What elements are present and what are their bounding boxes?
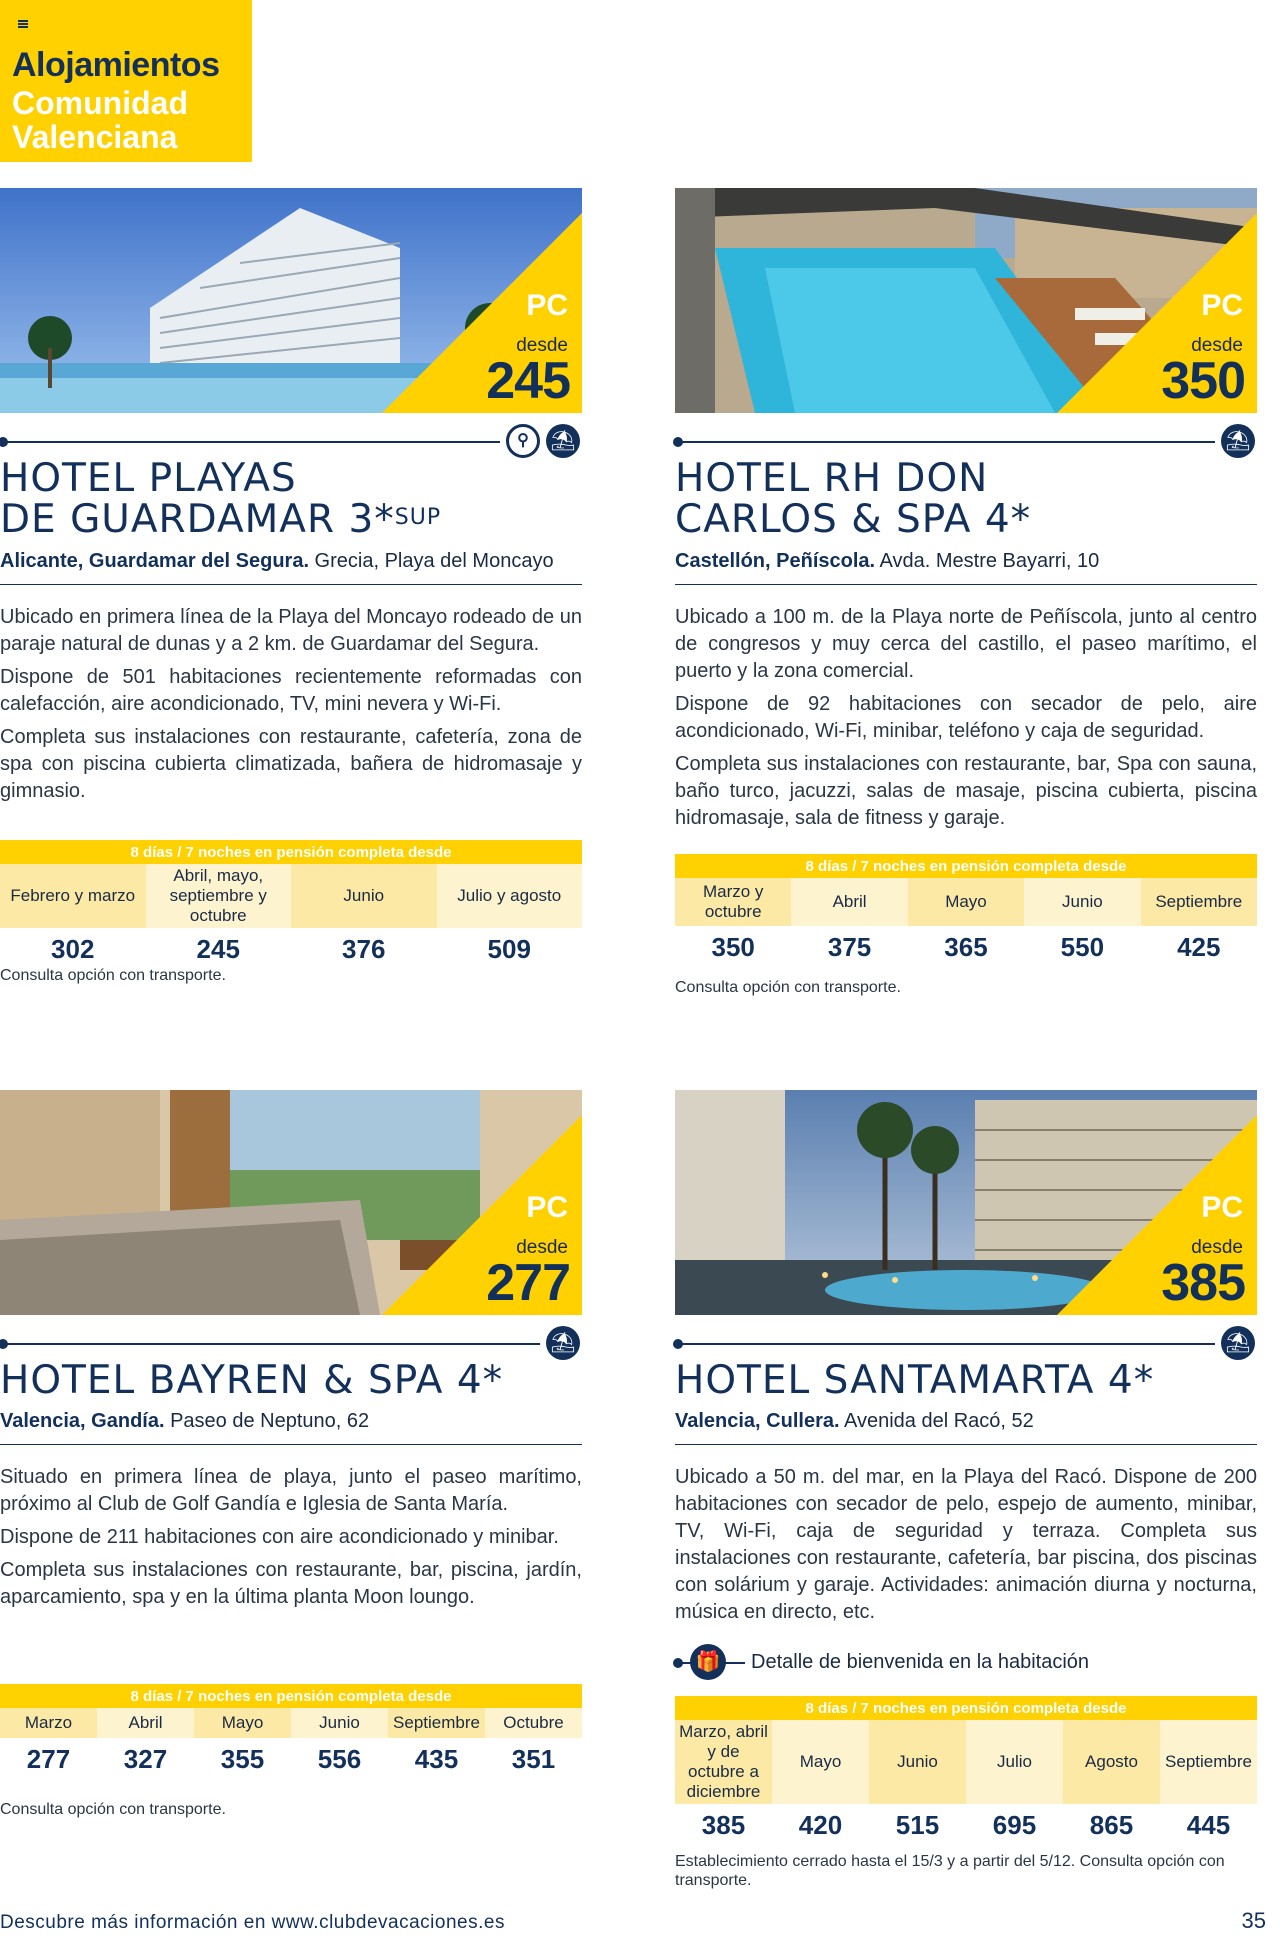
price-cell: 385	[701, 1809, 746, 1840]
transport-note: Consulta opción con transporte.	[0, 1801, 226, 1818]
hotel-card-guardamar	[0, 188, 582, 1008]
month-cell: Agosto	[1063, 1720, 1160, 1804]
month-cell: Febrero y marzo	[0, 864, 146, 928]
price-cell: 355	[220, 1743, 265, 1774]
badge-desde: desde	[516, 335, 568, 356]
description-paragraph: Completa sus instalaciones con restaurante, bar, piscina, jardín, aparcamiento, spa y en la última planta Moon loungo.	[0, 1559, 582, 1608]
badge-desde: desde	[1191, 335, 1243, 356]
description-paragraph: Ubicado a 50 m. del mar, en la Playa del Racó. Dispone de 200 habitaciones con secador de pelo, espejo de aumento, minibar, TV, Wi-Fi, caja de seguridad y terraza. Completa sus instalaciones con restaurante, cafetería, bar piscina, dos piscinas con solárium y garaje. Actividades: animación diurna y nocturna, música en directo, etc.	[675, 1466, 1257, 1623]
magnifier-icon: ⚲	[506, 424, 540, 458]
month-cell: Junio	[291, 864, 437, 928]
month-cell: Marzo	[0, 1708, 97, 1738]
badge-board-type: PC	[526, 289, 568, 322]
month-cell: Julio	[966, 1720, 1063, 1804]
hotel-description	[675, 604, 1257, 838]
month-cell: Mayo	[908, 878, 1024, 926]
description-paragraph: Situado en primera línea de playa, junto el paseo marítimo, próximo al Club de Golf Gandía e Iglesia de Santa María.	[0, 1466, 582, 1515]
price-table-head: 8 días / 7 noches en pensión completa desde	[0, 1684, 582, 1708]
price-cell: 515	[895, 1809, 940, 1840]
hotel-title	[0, 458, 441, 540]
price-cell: 435	[414, 1743, 459, 1774]
divider	[0, 584, 582, 585]
location-city: Valencia, Gandía.	[0, 1410, 165, 1432]
hotel-title: HOTEL BAYREN & SPA 4*	[0, 1358, 504, 1403]
section-subtitle: Comunidad Valenciana	[12, 85, 188, 155]
description-paragraph: Completa sus instalaciones con restaurante, cafetería, zona de spa con piscina cubierta climatizada, bañera de hidromasaje y gimnasio.	[0, 726, 582, 802]
title-rule	[675, 441, 1215, 443]
location-city: Alicante, Guardamar del Segura.	[0, 550, 309, 572]
month-cell: Septiembre	[1160, 1720, 1257, 1804]
price-table	[0, 1684, 582, 1780]
month-cell: Mayo	[194, 1708, 291, 1738]
price-table	[675, 854, 1257, 968]
price-cell: 351	[511, 1743, 556, 1774]
price-cell: 556	[317, 1743, 362, 1774]
hotel-photo	[675, 188, 1257, 413]
badge-price: 277	[486, 1254, 570, 1312]
gift-icon: 🎁	[690, 1644, 726, 1680]
price-cell: 245	[196, 933, 240, 964]
price-cell: 350	[711, 931, 755, 962]
divider	[0, 1444, 582, 1445]
badge-desde: desde	[516, 1237, 568, 1258]
hotel-photo	[0, 188, 582, 413]
beach-umbrella-icon: ⛱	[546, 1326, 580, 1360]
price-cell: 509	[487, 933, 531, 964]
hotel-description	[675, 1464, 1257, 1632]
beach-umbrella-icon: ⛱	[546, 424, 580, 458]
section-title: Alojamientos	[12, 46, 220, 84]
hotel-card-don-carlos	[675, 188, 1257, 1008]
hotel-title-line1: HOTEL RH DON	[675, 456, 989, 501]
divider	[675, 584, 1257, 585]
hotel-title	[675, 458, 1031, 540]
month-cell: Mayo	[772, 1720, 869, 1804]
month-cell: Abril	[97, 1708, 194, 1738]
month-cell: Marzo, abril y de octubre a diciembre	[675, 1720, 772, 1804]
hotel-title-line2: CARLOS & SPA 4*	[675, 497, 1032, 542]
price-cell: 376	[342, 933, 386, 964]
month-cell: Marzo y octubre	[675, 878, 791, 926]
location-address: Avda. Mestre Bayarri, 10	[875, 550, 1100, 572]
hotel-card-santamarta	[675, 1090, 1257, 1890]
price-cell: 865	[1089, 1809, 1134, 1840]
location-city: Castellón, Peñíscola.	[675, 550, 876, 572]
price-cell: 425	[1177, 931, 1221, 962]
month-cell: Junio	[291, 1708, 388, 1738]
transport-note: Consulta opción con transporte.	[675, 979, 901, 996]
title-rule	[0, 1343, 540, 1345]
month-cell: Septiembre	[388, 1708, 485, 1738]
month-cell: Abril	[791, 878, 907, 926]
badge-price: 385	[1161, 1254, 1245, 1312]
transport-note: Consulta opción con transporte.	[0, 967, 226, 984]
month-cell: Octubre	[485, 1708, 582, 1738]
price-cell: 420	[798, 1809, 843, 1840]
divider	[675, 1444, 1257, 1445]
location-city: Valencia, Cullera.	[675, 1410, 840, 1432]
price-cell: 695	[992, 1809, 1037, 1840]
description-paragraph: Ubicado a 100 m. de la Playa norte de Peñíscola, junto al centro de congresos y muy cerca del castillo, el paseo marítimo, el puerto y la zona comercial.	[675, 606, 1257, 682]
location-address: Avenida del Racó, 52	[839, 1410, 1034, 1432]
month-cell: Julio y agosto	[437, 864, 583, 928]
price-cell: 365	[944, 931, 988, 962]
location-address: Paseo de Neptuno, 62	[164, 1410, 370, 1432]
badge-desde: desde	[1191, 1237, 1243, 1258]
price-table-head: 8 días / 7 noches en pensión completa desde	[675, 1696, 1257, 1720]
footer-link[interactable]: Descubre más información en www.clubdevacaciones.es	[0, 1912, 505, 1933]
hotel-location	[0, 1410, 369, 1433]
price-table	[675, 1696, 1257, 1846]
beach-umbrella-icon: ⛱	[1221, 1326, 1255, 1360]
hotel-title: HOTEL SANTAMARTA 4*	[675, 1358, 1155, 1403]
hotel-photo	[0, 1090, 582, 1315]
price-cell: 277	[26, 1743, 71, 1774]
beach-umbrella-icon: ⛱	[1221, 424, 1255, 458]
price-table-head: 8 días / 7 noches en pensión completa desde	[675, 854, 1257, 878]
badge-board-type: PC	[1201, 289, 1243, 322]
description-paragraph: Dispone de 211 habitaciones con aire acondicionado y minibar.	[0, 1526, 559, 1548]
description-paragraph: Dispone de 501 habitaciones recientemente reformadas con calefacción, aire acondicionado, TV, mini nevera y Wi-Fi.	[0, 666, 582, 715]
section-header	[0, 0, 252, 162]
price-cell: 375	[827, 931, 872, 962]
title-rule	[0, 441, 500, 443]
price-cell: 550	[1060, 931, 1105, 962]
title-rule	[675, 1343, 1215, 1345]
badge-price: 350	[1161, 352, 1245, 410]
hotel-location	[675, 550, 1099, 573]
hotel-category-sup: SUP	[394, 505, 442, 530]
hotel-location	[675, 1410, 1034, 1433]
description-paragraph: Completa sus instalaciones con restaurante, bar, Spa con sauna, baño turco, jacuzzi, salas de masaje, piscina cubierta, piscina hidromasaje, sala de fitness y garaje.	[675, 753, 1257, 829]
badge-board-type: PC	[1201, 1191, 1243, 1224]
hotel-card-bayren	[0, 1090, 582, 1830]
month-cell: Junio	[1024, 878, 1140, 926]
badge-board-type: PC	[526, 1191, 568, 1224]
month-cell: Junio	[869, 1720, 966, 1804]
price-cell: 445	[1186, 1809, 1231, 1840]
price-cell: 302	[51, 933, 95, 964]
description-paragraph: Ubicado en primera línea de la Playa del Moncayo rodeado de un paraje natural de dunas y a 2 km. de Guardamar del Segura.	[0, 606, 582, 655]
hotel-title-line1: HOTEL PLAYAS	[0, 456, 297, 501]
price-cell: 327	[123, 1743, 168, 1774]
gift-text: Detalle de bienvenida en la habitación	[751, 1651, 1090, 1673]
price-table	[0, 840, 582, 970]
hotel-description	[0, 1464, 582, 1617]
location-address: Grecia, Playa del Moncayo	[309, 550, 554, 572]
hotel-description	[0, 604, 582, 811]
price-table-head: 8 días / 7 noches en pensión completa desde	[0, 840, 582, 864]
month-cell: Septiembre	[1141, 878, 1257, 926]
hotel-title-line2: DE GUARDAMAR 3*	[0, 497, 395, 542]
hotel-location	[0, 550, 554, 573]
month-cell: Abril, mayo, septiembre y octubre	[146, 864, 292, 928]
hotel-photo	[675, 1090, 1257, 1315]
description-paragraph: Dispone de 92 habitaciones con secador de pelo, aire acondicionado, Wi-Fi, minibar, teléfono y caja de seguridad.	[675, 693, 1257, 742]
page-number: 35	[1241, 1908, 1266, 1933]
closing-note: Establecimiento cerrado hasta el 15/3 y a partir del 5/12. Consulta opción con transporte.	[675, 1853, 1225, 1889]
menu-icon[interactable]	[18, 20, 28, 28]
badge-price: 245	[486, 352, 570, 410]
